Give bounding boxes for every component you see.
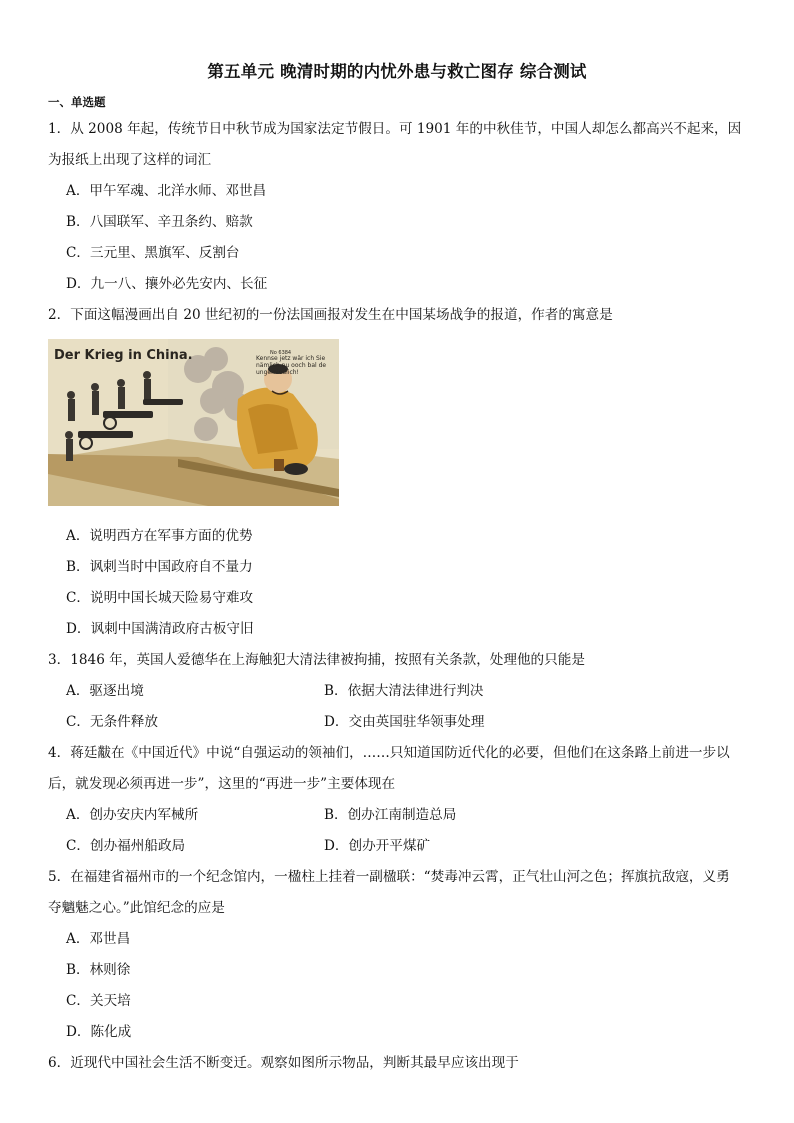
- question-4-option-b: B．创办江南制造总局: [324, 807, 457, 823]
- question-2-option-d: D．讽刺中国满清政府古板守旧: [66, 621, 254, 637]
- question-2-option-b: B．讽刺当时中国政府自不量力: [66, 559, 253, 575]
- question-1-option-a: A．甲午军魂、北洋水师、邓世昌: [66, 183, 267, 199]
- question-3-option-a: A．驱逐出境: [66, 683, 144, 699]
- question-4-option-d: D．创办开平煤矿: [324, 838, 431, 854]
- question-1-option-c: C．三元里、黑旗军、反割台: [66, 245, 240, 261]
- question-1-option-b: B．八国联军、辛丑条约、赔款: [66, 214, 253, 230]
- question-3-option-d: D．交由英国驻华领事处理: [324, 714, 485, 730]
- cartoon-code: No 6384: [270, 350, 292, 356]
- question-5-option-d: D．陈化成: [66, 1024, 132, 1040]
- document-title: 第五单元 晚清时期的内忧外患与救亡图存 综合测试: [207, 62, 587, 81]
- question-6-line-1: 6．近现代中国社会生活不断变迁。观察如图所示物品，判断其最早应该出现于: [48, 1055, 519, 1071]
- cartoon-image: [48, 339, 339, 506]
- question-1-option-d: D．九一八、攘外必先安内、长征: [66, 276, 268, 292]
- question-5-line-2: 夺魑魅之心。”此馆纪念的应是: [48, 900, 225, 916]
- question-5-option-b: B．林则徐: [66, 962, 131, 978]
- question-2-option-a: A．说明西方在军事方面的优势: [66, 528, 253, 544]
- cartoon-speech: Kennse jetz wär ich Sie nämlich nu ooch bal de ungemiedlich!: [256, 355, 327, 376]
- section-heading: 一、单选题: [48, 95, 106, 109]
- question-1-line-2: 为报纸上出现了这样的词汇: [48, 152, 212, 168]
- cartoon-illustration: [48, 339, 339, 506]
- question-4-option-a: A．创办安庆内军械所: [66, 807, 199, 823]
- question-3-option-b: B．依据大清法律进行判决: [324, 683, 484, 699]
- question-5-line-1: 5．在福建省福州市的一个纪念馆内，一楹柱上挂着一副楹联：“焚毒冲云霄，正气壮山河之色；挥旗抗敌寇，义勇: [48, 869, 730, 885]
- question-4-line-2: 后，就发现必须再进一步”，这里的“再进一步”主要体现在: [48, 776, 396, 792]
- question-3-option-c: C．无条件释放: [66, 714, 158, 730]
- question-2-option-c: C．说明中国长城天险易守难攻: [66, 590, 254, 606]
- cartoon-heading: Der Krieg in China.: [54, 348, 193, 363]
- question-3-line-1: 3．1846 年，英国人爱德华在上海触犯大清法律被拘捕，按照有关条款，处理他的只能是: [48, 652, 585, 668]
- question-5-option-a: A．邓世昌: [66, 931, 131, 947]
- question-4-option-c: C．创办福州船政局: [66, 838, 186, 854]
- question-5-option-c: C．关天培: [66, 993, 131, 1009]
- question-1-line-1: 1．从 2008 年起，传统节日中秋节成为国家法定节假日。可 1901 年的中秋佳节，中国人却怎么都高兴不起来，因: [48, 121, 742, 137]
- question-4-line-1: 4．蒋廷黻在《中国近代》中说“自强运动的领袖们，……只知道国防近代化的必要，但他们在这条路上前进一步以: [48, 745, 730, 761]
- question-2-line-1: 2．下面这幅漫画出自 20 世纪初的一份法国画报对发生在中国某场战争的报道，作者的寓意是: [48, 307, 613, 323]
